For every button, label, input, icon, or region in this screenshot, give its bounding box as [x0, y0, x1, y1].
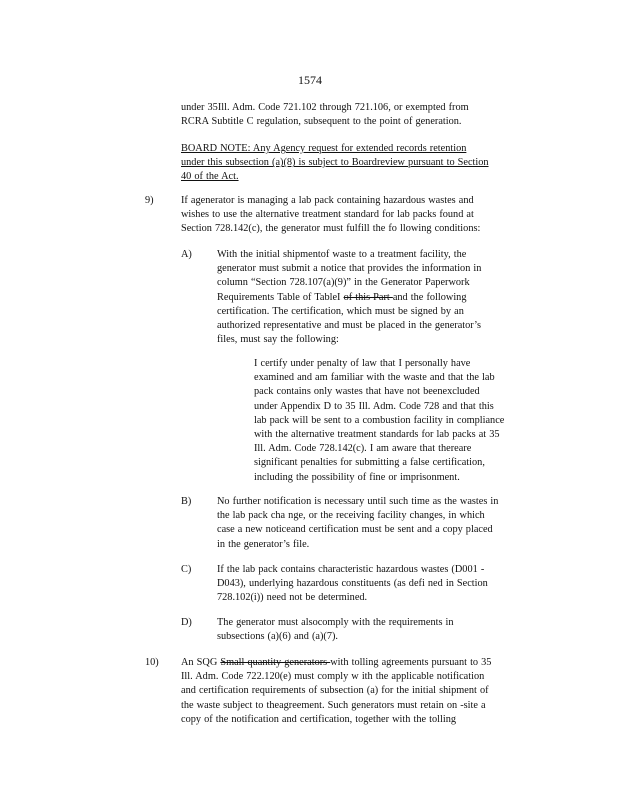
item-9-line: Section 728.142(c), the generator must fulfill the fo llowing conditions: [181, 223, 481, 235]
item-10-line-1-text: with tolling agreements pursuant to 35 [330, 657, 492, 668]
intro-line: RCRA Subtitle C regulation, subsequent to the point of generation. [181, 116, 462, 128]
certification-line: Ill. Adm. Code 728.142(c). I am aware that thereare [254, 443, 472, 455]
item-10-line: copy of the notification and certification, together with the tolling [181, 713, 456, 725]
deleted-text: of this Part [343, 291, 393, 303]
item-c-line: If the lab pack contains characteristic hazardous wastes (D001 - [217, 564, 485, 575]
item-a-line: generator must submit a notice that provides the information in [217, 263, 482, 275]
item-b-line: in the generator’s file. [217, 538, 310, 550]
item-b-line: No further notification is necessary until such time as the wastes in [217, 496, 499, 507]
item-d-paragraph [217, 616, 497, 644]
certification-line: under Appendix D to 35 Ill. Adm. Code 728 and that this [254, 400, 494, 412]
board-note [181, 142, 531, 185]
item-a-line: certification. The certification, which must be signed by an [217, 305, 464, 317]
item-d-line: The generator must alsocomply with the requirements in [217, 617, 454, 628]
item-a-line-4-text: and the following [392, 291, 467, 303]
page-number: 1574 [298, 73, 322, 87]
board-note-line: under this subsection (a)(8) is subject to Boardreview pursuant to Section [181, 157, 489, 169]
item-10-line: Ill. Adm. Code 722.120(e) must comply w ith the applicable notification [181, 671, 485, 683]
item-a-line-4 [217, 291, 523, 305]
item-a-paragraph [217, 248, 523, 347]
certification-line: with the alternative treatment standards for lab packs at 35 [254, 429, 500, 441]
item-9-line: wishes to use the alternative treatment standard for lab packs found at [181, 209, 474, 221]
item-c-line: D043), underlying hazardous constituents (as defi ned in Section [217, 578, 488, 590]
item-a-line-4-text: Requirements Table of TableI [217, 291, 344, 303]
item-a-label: A) [181, 249, 192, 260]
intro-line: under 35Ill. Adm. Code 721.102 through 721.106, or exempted from [181, 102, 469, 113]
item-a-line: column “Section 728.107(a)(9)” in the Generator Paperwork [217, 277, 470, 289]
item-b-line: the lab pack cha nge, or the receiving facility changes, in which [217, 510, 485, 522]
item-9-paragraph [181, 194, 521, 237]
certification-line: examined and am familiar with the waste and that the lab [254, 372, 495, 384]
certification-statement [254, 357, 536, 485]
item-a-line: authorized representative and must be placed in the generator’s [217, 320, 481, 332]
deleted-text: Small quantity generators [220, 657, 331, 668]
item-10-line-1-text: An SQG [181, 657, 221, 668]
item-10-paragraph [181, 656, 537, 727]
item-10-line-1 [181, 656, 537, 670]
item-10-label: 10) [145, 657, 159, 668]
item-a-line: With the initial shipmentof waste to a treatment facility, the [217, 249, 467, 260]
item-c-paragraph [217, 563, 523, 606]
item-d-line: subsections (a)(6) and (a)(7). [217, 631, 339, 643]
item-b-line: case a new noticeand certification must be sent and a copy placed [217, 524, 493, 536]
certification-line: including the possibility of fine or imprisonment. [254, 471, 460, 483]
item-d-label: D) [181, 617, 192, 628]
certification-line: pack contains only wastes that have not beenexcluded [254, 386, 480, 398]
item-10-line: and certification requirements of subsection (a) for the initial shipment of [181, 685, 489, 697]
certification-line: lab pack will be sent to a combustion facility in compliance [254, 414, 505, 426]
certification-line: significant penalties for submitting a false certification, [254, 457, 485, 469]
board-note-line: BOARD NOTE: Any Agency request for extended records retention [181, 143, 467, 154]
intro-paragraph [181, 101, 511, 129]
item-c-label: C) [181, 564, 192, 575]
item-c-line: 728.102(i)) need not be determined. [217, 592, 368, 604]
item-9-label: 9) [145, 195, 154, 206]
item-a-line: files, must say the following: [217, 334, 339, 346]
board-note-line: 40 of the Act. [181, 171, 239, 183]
certification-line: I certify under penalty of law that I personally have [254, 358, 471, 369]
item-9-line: If agenerator is managing a lab pack containing hazardous wastes and [181, 195, 474, 206]
item-b-label: B) [181, 496, 192, 507]
item-b-paragraph [217, 495, 541, 552]
item-10-line: the waste subject to theagreement. Such generators must retain on -site a [181, 699, 486, 711]
